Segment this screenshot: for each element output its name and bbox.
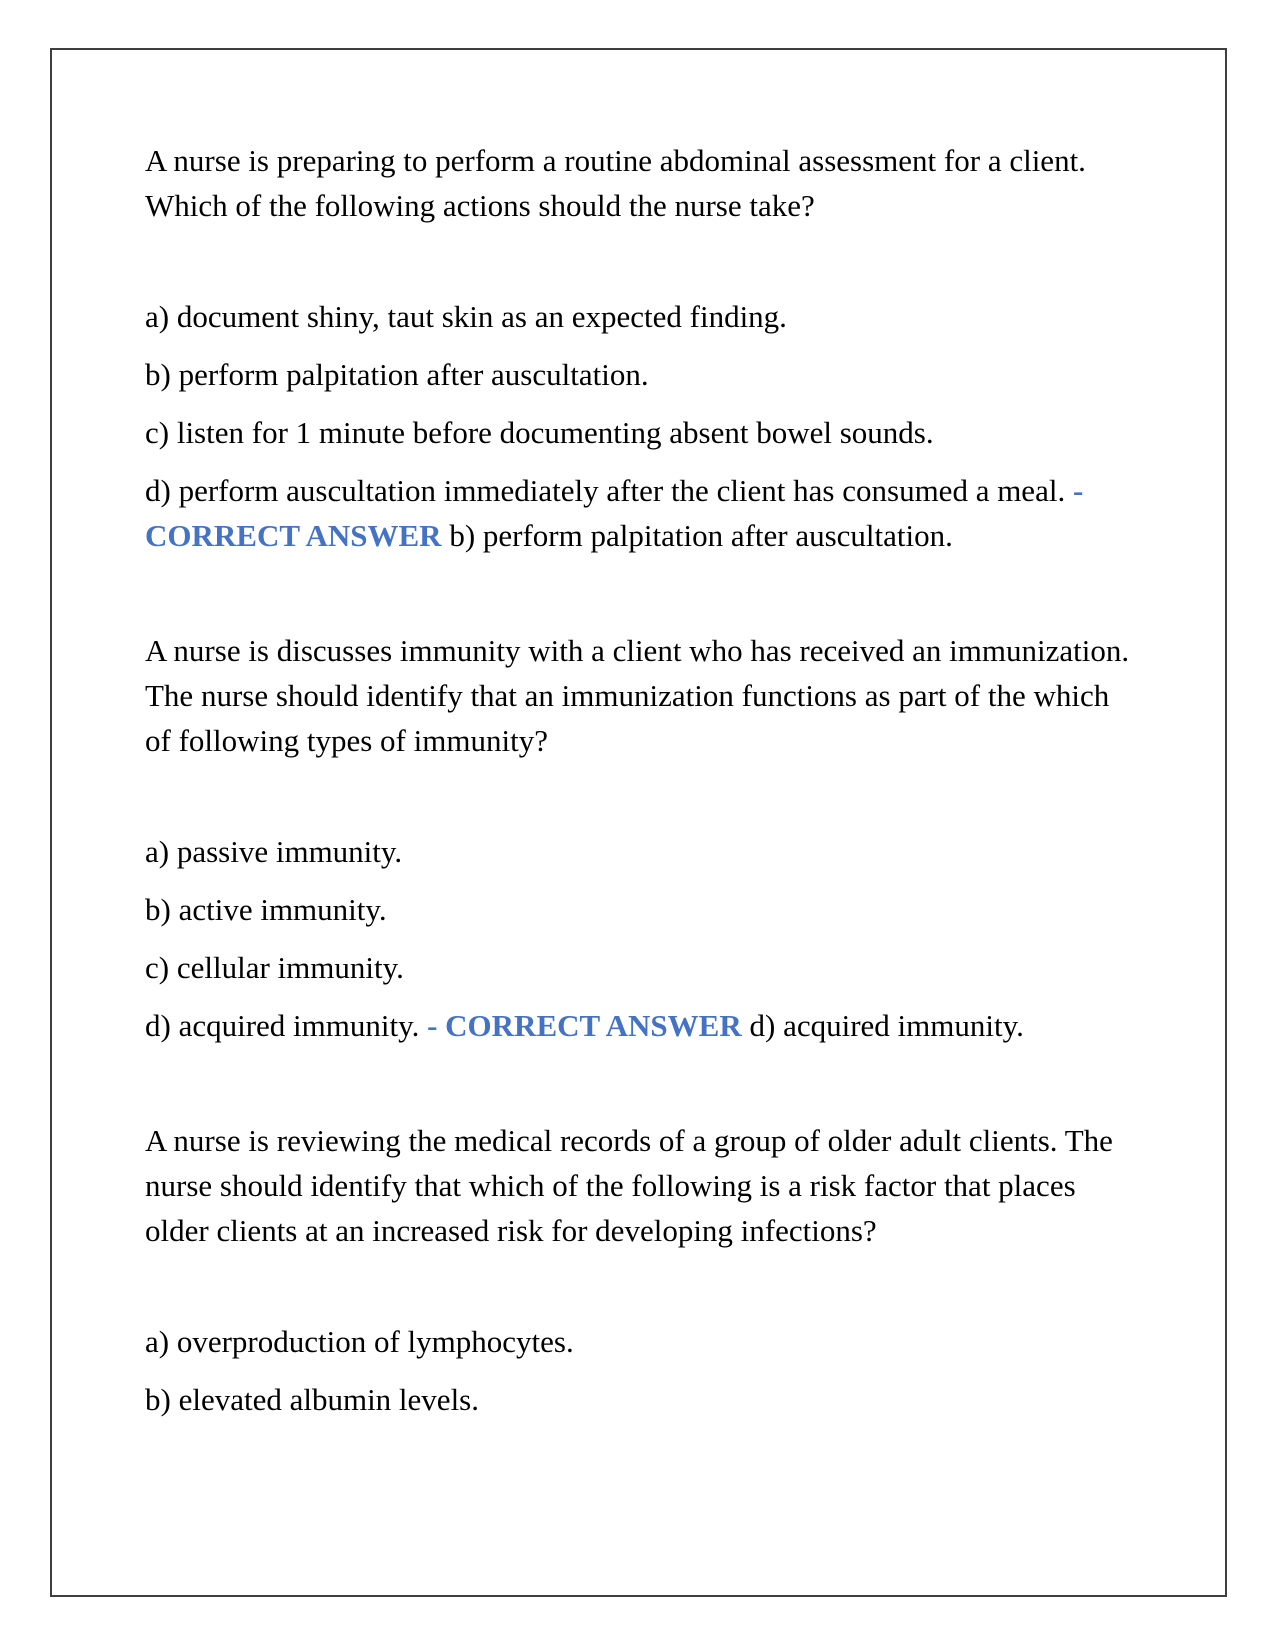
answer-option: c) listen for 1 minute before documenting absent bowel sounds. (145, 415, 934, 450)
document-content (145, 138, 1135, 1435)
answer-option: a) document shiny, taut skin as an expected finding. (145, 299, 787, 334)
question-block (145, 138, 1135, 558)
answer-option-with-correct-answer (145, 1003, 1135, 1048)
correct-answer-label: - CORRECT ANSWER (427, 1008, 742, 1043)
question-stem: A nurse is reviewing the medical records of a group of older adult clients. The nurse should identify that which of the following is a risk factor that places older clients at an increased risk for developing infections? (145, 1123, 1113, 1248)
correct-answer-text: b) perform palpitation after auscultation. (441, 518, 953, 553)
question-block (145, 628, 1135, 1048)
option-text: d) acquired immunity. (145, 1008, 428, 1043)
answer-option: c) cellular immunity. (145, 950, 404, 985)
correct-answer-label: - CORRECT ANSWER (145, 473, 1084, 553)
answer-option: b) elevated albumin levels. (145, 1382, 479, 1417)
answer-option: b) perform palpitation after auscultation. (145, 357, 649, 392)
option-text: d) perform auscultation immediately after the client has consumed a meal. (145, 473, 1073, 508)
answer-option: a) passive immunity. (145, 834, 403, 869)
answer-option: a) overproduction of lymphocytes. (145, 1324, 574, 1359)
question-stem: A nurse is preparing to perform a routine abdominal assessment for a client. Which of the following actions should the nurse take? (145, 143, 1086, 223)
correct-answer-text: d) acquired immunity. (741, 1008, 1024, 1043)
answer-option-with-correct-answer (145, 468, 1135, 558)
answer-option: b) active immunity. (145, 892, 387, 927)
question-stem: A nurse is discusses immunity with a client who has received an immunization. The nurse should identify that an immunization functions as part of the which of following types of immunity? (145, 633, 1130, 758)
question-block (145, 1118, 1135, 1422)
